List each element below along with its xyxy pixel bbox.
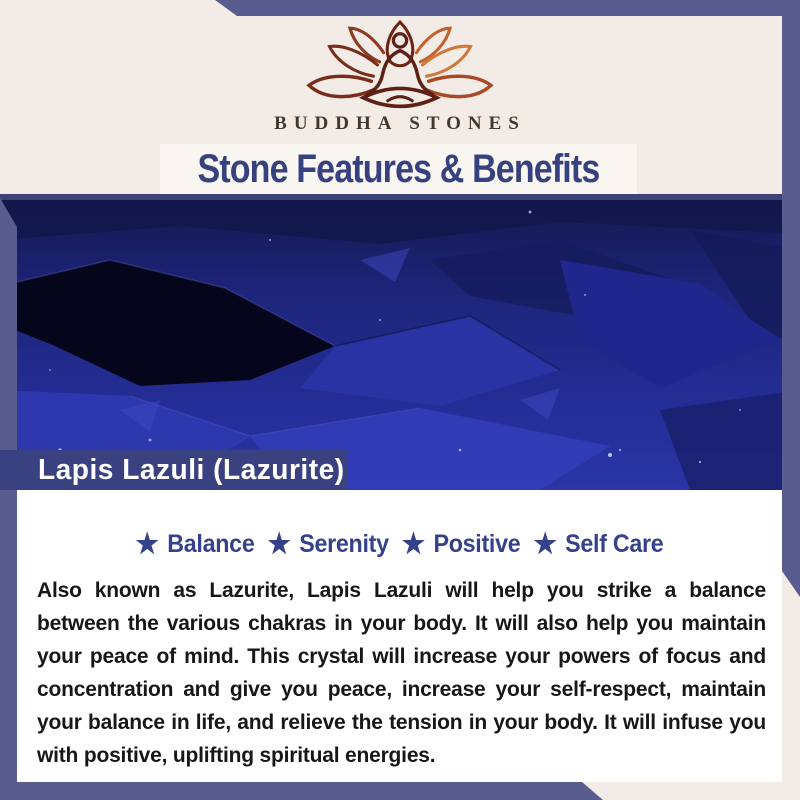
benefits-card — [17, 490, 782, 782]
brand-name: BUDDHA STONES — [274, 113, 526, 134]
stone-caption-band — [0, 450, 348, 490]
stone-caption: Lapis Lazuli (Lazurite) — [38, 453, 345, 486]
benefit-label: Serenity — [299, 530, 389, 558]
benefit-item — [401, 527, 521, 559]
lotus-meditation-icon — [288, 20, 512, 114]
brand-logo — [0, 20, 800, 119]
benefit-item — [135, 527, 255, 559]
benefits-list — [44, 527, 755, 559]
benefit-item — [533, 527, 664, 559]
benefit-label: Positive — [433, 530, 521, 558]
header-band — [160, 144, 637, 194]
benefit-label: Self Care — [565, 530, 664, 558]
lapis-lazuli-photo — [0, 200, 800, 490]
benefit-label: Balance — [167, 530, 255, 558]
benefit-item — [267, 527, 389, 559]
stone-description: Also known as Lazurite, Lapis Lazuli will help you strike a balance between the various chakras in your body. It will also help you maintain your peace of mind. This crystal will increase your powers of focus and concentration and give you peace, increase your self-respect, maintain your balance in life, and relieve the tension in your body. It will infuse you with positive, uplifting spiritual energies. — [37, 579, 766, 767]
page-title: Stone Features & Benefits — [197, 146, 600, 191]
star-icon: ★ — [533, 527, 557, 559]
star-icon: ★ — [267, 527, 291, 559]
star-icon: ★ — [135, 527, 159, 559]
star-icon: ★ — [401, 527, 426, 559]
